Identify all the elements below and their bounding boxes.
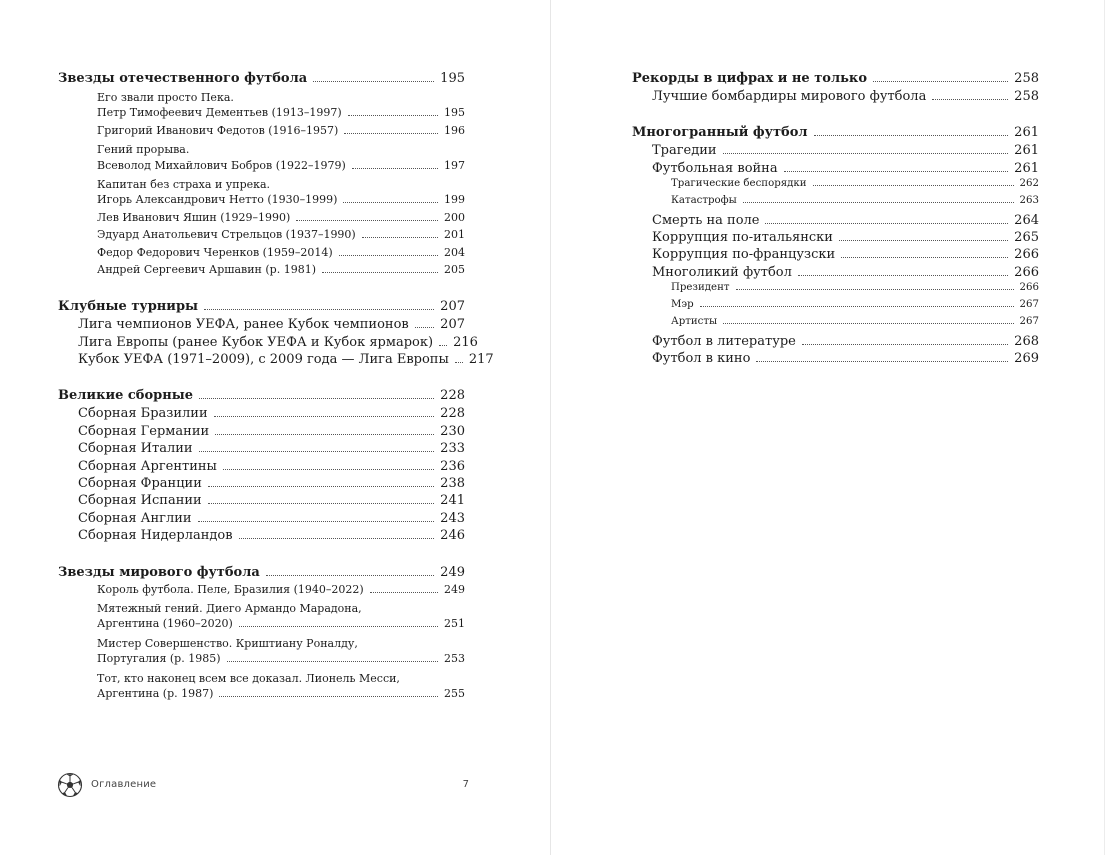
toc-section-heading[interactable] bbox=[58, 71, 465, 89]
toc-page-number: 266 bbox=[1019, 282, 1039, 294]
dot-leader bbox=[932, 99, 1008, 100]
toc-entry[interactable] bbox=[632, 178, 1039, 195]
toc-entry-title: Президент bbox=[671, 282, 730, 294]
toc-entry[interactable] bbox=[58, 193, 465, 210]
page-spread-divider bbox=[550, 0, 551, 855]
toc-entry-title: Смерть на поле bbox=[652, 212, 760, 228]
toc-entry[interactable] bbox=[58, 352, 494, 369]
toc-entry-title: Португалия (р. 1985) bbox=[97, 652, 221, 666]
toc-entry-title: Катастрофы bbox=[671, 195, 737, 207]
toc-right-page bbox=[632, 71, 1039, 387]
toc-page-number: 233 bbox=[440, 441, 465, 457]
toc-page-number: 251 bbox=[444, 617, 465, 631]
dot-leader bbox=[723, 323, 1013, 324]
toc-entry-title: Сборная Германии bbox=[78, 423, 210, 439]
toc-entry[interactable] bbox=[632, 351, 1039, 368]
toc-page-number: 238 bbox=[440, 476, 465, 492]
toc-entry[interactable] bbox=[58, 493, 465, 510]
toc-section-heading[interactable] bbox=[58, 299, 465, 317]
toc-entry[interactable] bbox=[632, 316, 1039, 333]
dot-leader bbox=[765, 223, 1008, 224]
page-number: 7 bbox=[462, 779, 469, 790]
toc-entry[interactable] bbox=[632, 247, 1039, 264]
toc-page-number: 266 bbox=[1014, 247, 1039, 263]
toc-page-number: 267 bbox=[1019, 299, 1039, 311]
dot-leader bbox=[798, 275, 1008, 276]
toc-page-number: 243 bbox=[440, 510, 465, 526]
toc-page-number: 261 bbox=[1014, 125, 1039, 141]
toc-entry[interactable] bbox=[632, 299, 1039, 316]
toc-page-number: 264 bbox=[1014, 212, 1039, 228]
dot-leader bbox=[322, 272, 438, 273]
toc-entry[interactable] bbox=[58, 424, 465, 441]
toc-entry-line: Гений прорыва. bbox=[97, 143, 190, 157]
toc-entry-title: Мэр bbox=[671, 299, 694, 311]
toc-page-number: 265 bbox=[1014, 229, 1039, 245]
toc-page-number: 200 bbox=[444, 210, 465, 224]
toc-page-number: 261 bbox=[1014, 143, 1039, 159]
toc-page-number: 195 bbox=[440, 71, 465, 86]
toc-entry-title: Игорь Александрович Нетто (1930–1999) bbox=[97, 193, 338, 207]
toc-page-number: 236 bbox=[440, 458, 465, 474]
toc-entry-title: Петр Тимофеевич Дементьев (1913–1997) bbox=[97, 106, 342, 120]
toc-entry-title: Футбол в кино bbox=[652, 351, 751, 367]
dot-leader bbox=[813, 185, 1014, 186]
dot-leader bbox=[415, 327, 434, 328]
toc-entry-title: Сборная Франции bbox=[78, 476, 202, 492]
toc-entry[interactable] bbox=[632, 213, 1039, 230]
toc-page-number: 262 bbox=[1019, 178, 1039, 190]
toc-entry-title: Федор Федорович Черенков (1959–2014) bbox=[97, 245, 333, 259]
dot-leader bbox=[266, 575, 434, 576]
toc-page-number: 216 bbox=[453, 334, 478, 350]
dot-leader bbox=[352, 168, 438, 169]
footer-section-label: Оглавление bbox=[91, 779, 157, 790]
dot-leader bbox=[344, 133, 438, 134]
toc-entry[interactable] bbox=[58, 246, 465, 263]
toc-entry-title: Сборная Аргентины bbox=[78, 458, 217, 474]
toc-entry-title: Многогранный футбол bbox=[632, 125, 808, 141]
toc-section bbox=[58, 299, 494, 369]
toc-entry[interactable] bbox=[632, 161, 1039, 178]
toc-page-number: 249 bbox=[444, 582, 465, 596]
dot-leader bbox=[313, 81, 434, 82]
toc-entry-title: Коррупция по-французски bbox=[652, 247, 836, 263]
toc-entry-title: Андрей Сергеевич Аршавин (р. 1981) bbox=[97, 262, 316, 276]
toc-section-heading[interactable] bbox=[632, 125, 1039, 143]
toc-entry[interactable] bbox=[58, 317, 465, 334]
toc-entry[interactable] bbox=[632, 265, 1039, 282]
toc-entry-title: Звезды отечественного футбола bbox=[58, 71, 308, 86]
toc-entry-title: Король футбола. Пеле, Бразилия (1940–2022) bbox=[97, 582, 364, 596]
toc-entry-title: Эдуард Анатольевич Стрельцов (1937–1990) bbox=[97, 228, 356, 242]
toc-entry-title: Футбол в литературе bbox=[652, 333, 796, 349]
toc-entry[interactable] bbox=[58, 583, 465, 600]
toc-entry-title: Коррупция по-итальянски bbox=[652, 229, 833, 245]
toc-entry-title: Всеволод Михайлович Бобров (1922–1979) bbox=[97, 158, 346, 172]
toc-page-number: 196 bbox=[444, 123, 465, 137]
dot-leader bbox=[839, 240, 1008, 241]
toc-entry[interactable] bbox=[632, 195, 1039, 212]
toc-page-number: 246 bbox=[440, 528, 465, 544]
toc-entry[interactable] bbox=[58, 476, 465, 493]
toc-entry[interactable] bbox=[58, 617, 465, 634]
toc-page-number: 263 bbox=[1019, 195, 1039, 207]
toc-entry[interactable] bbox=[632, 282, 1039, 299]
dot-leader bbox=[370, 592, 438, 593]
toc-entry-title: Лучшие бомбардиры мирового футбола bbox=[652, 89, 927, 104]
toc-entry[interactable] bbox=[58, 441, 465, 458]
toc-entry[interactable] bbox=[632, 143, 1039, 160]
dot-leader bbox=[204, 309, 434, 310]
toc-page-number: 261 bbox=[1014, 160, 1039, 176]
dot-leader bbox=[362, 237, 438, 238]
toc-entry-title: Григорий Иванович Федотов (1916–1957) bbox=[97, 123, 339, 137]
toc-section bbox=[632, 71, 1039, 106]
toc-page-number: 266 bbox=[1014, 264, 1039, 280]
toc-page-number: 267 bbox=[1019, 316, 1039, 328]
toc-page-number: 258 bbox=[1014, 71, 1039, 86]
toc-entry-title: Аргентина (1960–2020) bbox=[97, 617, 233, 631]
toc-entry-title: Сборная Испании bbox=[78, 493, 202, 509]
dot-leader bbox=[198, 521, 435, 522]
toc-entry-title: Рекорды в цифрах и не только bbox=[632, 71, 867, 86]
dot-leader bbox=[208, 486, 434, 487]
page-footer bbox=[57, 772, 469, 800]
dot-leader bbox=[743, 202, 1014, 203]
toc-page-number: 205 bbox=[444, 262, 465, 276]
page-edge bbox=[1104, 0, 1105, 855]
toc-entry[interactable] bbox=[58, 652, 465, 669]
dot-leader bbox=[227, 661, 438, 662]
toc-entry[interactable] bbox=[58, 263, 465, 280]
toc-page-number: 207 bbox=[440, 317, 465, 333]
toc-entry-line: Тот, кто наконец всем все доказал. Лионель Месси, bbox=[97, 671, 400, 685]
toc-entry-title: Сборная Нидерландов bbox=[78, 528, 233, 544]
toc-entry[interactable] bbox=[58, 687, 465, 704]
toc-page-number: 268 bbox=[1014, 333, 1039, 349]
dot-leader bbox=[348, 115, 438, 116]
toc-page-number: 255 bbox=[444, 686, 465, 700]
toc-entry[interactable] bbox=[632, 89, 1039, 106]
toc-entry[interactable] bbox=[58, 459, 465, 476]
toc-page-number: 269 bbox=[1014, 351, 1039, 367]
dot-leader bbox=[736, 289, 1014, 290]
dot-leader bbox=[455, 362, 463, 363]
toc-page-number: 204 bbox=[444, 245, 465, 259]
soccer-ball-icon bbox=[57, 772, 83, 798]
dot-leader bbox=[343, 202, 438, 203]
toc-entry-line: Мятежный гений. Диего Армандо Марадона, bbox=[97, 601, 362, 615]
toc-entry[interactable] bbox=[58, 228, 465, 245]
toc-entry-title: Сборная Бразилии bbox=[78, 406, 208, 422]
toc-entry-title: Аргентина (р. 1987) bbox=[97, 686, 214, 700]
dot-leader bbox=[199, 398, 434, 399]
toc-entry-title: Сборная Италии bbox=[78, 441, 193, 457]
toc-entry[interactable] bbox=[58, 528, 465, 545]
toc-page-number: 253 bbox=[444, 652, 465, 666]
dot-leader bbox=[339, 255, 438, 256]
toc-entry[interactable] bbox=[58, 334, 478, 352]
dot-leader bbox=[439, 345, 447, 346]
toc-entry-title: Трагические беспорядки bbox=[671, 178, 807, 190]
dot-leader bbox=[223, 469, 434, 470]
toc-entry[interactable] bbox=[632, 230, 1039, 247]
toc-entry[interactable] bbox=[58, 159, 465, 176]
toc-entry[interactable] bbox=[58, 106, 465, 123]
toc-entry-title: Звезды мирового футбола bbox=[58, 564, 260, 580]
toc-section-heading[interactable] bbox=[58, 565, 465, 583]
toc-section bbox=[58, 71, 465, 280]
toc-page-number: 217 bbox=[468, 352, 494, 368]
dot-leader bbox=[841, 257, 1008, 258]
toc-entry-line: Капитан без страха и упрека. bbox=[97, 177, 271, 191]
toc-page-number: 228 bbox=[440, 388, 465, 404]
toc-page-number: 241 bbox=[440, 493, 465, 509]
toc-entry-title: Кубок УЕФА (1971–2009), с 2009 года — Лига Европы bbox=[78, 352, 449, 368]
dot-leader bbox=[723, 153, 1009, 154]
toc-section-heading[interactable] bbox=[632, 71, 1039, 89]
toc-page-number: 199 bbox=[444, 193, 465, 207]
dot-leader bbox=[219, 696, 438, 697]
dot-leader bbox=[239, 626, 438, 627]
toc-page-number: 230 bbox=[440, 423, 465, 439]
dot-leader bbox=[239, 538, 435, 539]
toc-entry[interactable] bbox=[58, 406, 465, 423]
dot-leader bbox=[756, 361, 1008, 362]
toc-section bbox=[632, 125, 1039, 368]
toc-entry-title: Лига Европы (ранее Кубок УЕФА и Кубок ярмарок) bbox=[78, 334, 434, 350]
toc-entry-title: Лев Иванович Яшин (1929–1990) bbox=[97, 210, 291, 224]
toc-entry-title: Трагедии bbox=[652, 143, 717, 159]
dot-leader bbox=[199, 451, 435, 452]
toc-entry[interactable] bbox=[58, 124, 465, 141]
toc-page-number: 195 bbox=[444, 106, 465, 120]
toc-entry-line: Его звали просто Пека. bbox=[97, 91, 234, 104]
toc-left-page bbox=[58, 71, 494, 723]
toc-page-number: 197 bbox=[444, 158, 465, 172]
dot-leader bbox=[214, 416, 435, 417]
toc-page-number: 249 bbox=[440, 564, 465, 580]
toc-section bbox=[58, 565, 465, 705]
toc-entry-line: Мистер Совершенство. Криштиану Роналду, bbox=[97, 636, 358, 650]
toc-page-number: 207 bbox=[440, 299, 465, 315]
toc-entry-title: Многоликий футбол bbox=[652, 264, 792, 280]
toc-entry-title: Клубные турниры bbox=[58, 299, 199, 315]
toc-entry-title: Сборная Англии bbox=[78, 510, 192, 526]
dot-leader bbox=[873, 81, 1008, 82]
toc-page-number: 228 bbox=[440, 406, 465, 422]
toc-entry[interactable] bbox=[632, 334, 1039, 351]
dot-leader bbox=[296, 220, 438, 221]
dot-leader bbox=[700, 306, 1014, 307]
toc-entry[interactable] bbox=[58, 511, 465, 528]
toc-entry-title: Великие сборные bbox=[58, 388, 194, 404]
toc-page-number: 258 bbox=[1014, 89, 1039, 104]
toc-entry-title: Лига чемпионов УЕФА, ранее Кубок чемпионов bbox=[78, 317, 409, 333]
toc-entry-title: Футбольная война bbox=[652, 160, 778, 176]
toc-entry[interactable] bbox=[58, 211, 465, 228]
dot-leader bbox=[814, 135, 1009, 136]
toc-entry-title: Артисты bbox=[671, 316, 718, 328]
dot-leader bbox=[208, 503, 434, 504]
toc-section-heading[interactable] bbox=[58, 388, 465, 406]
dot-leader bbox=[802, 344, 1008, 345]
toc-section bbox=[58, 388, 465, 545]
toc-page-number: 201 bbox=[444, 228, 465, 242]
dot-leader bbox=[784, 171, 1009, 172]
dot-leader bbox=[215, 434, 434, 435]
